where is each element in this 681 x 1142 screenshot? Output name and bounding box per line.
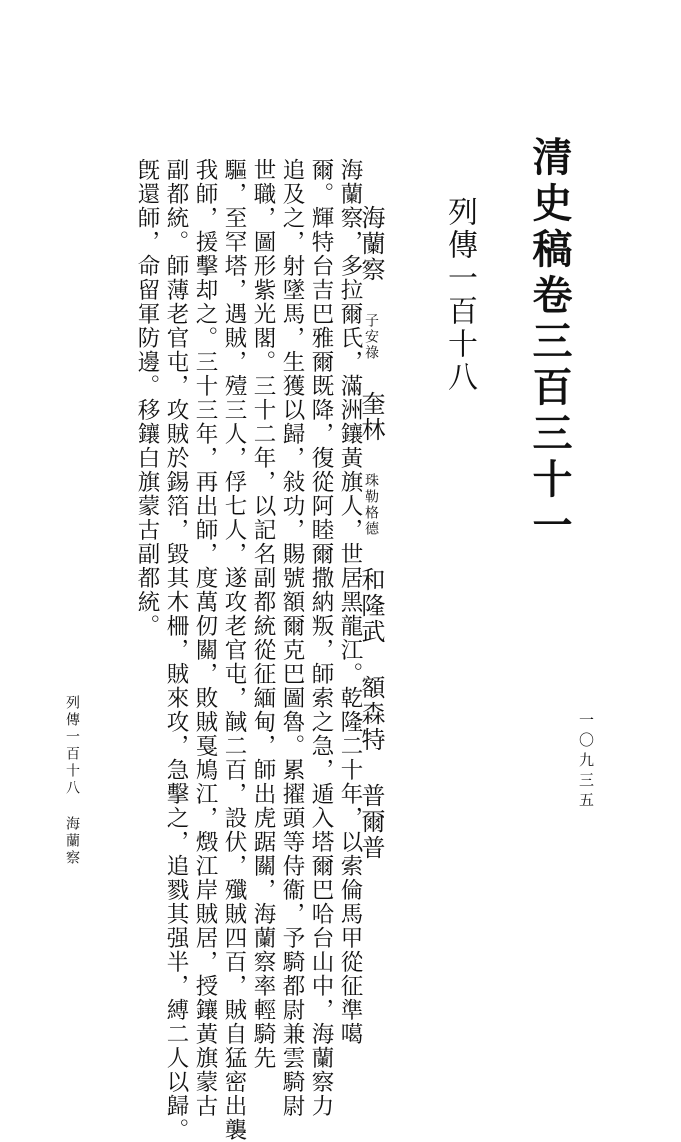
body-column-7: 副都統。師薄老官屯，攻賊於錫箔，毀其木柵，賊來攻，急擊之，追戮其强半，縛二人以歸。 bbox=[163, 158, 189, 1142]
body-column-8: 旣還師，命留軍防邊。移鑲白旗蒙古副都統。 bbox=[134, 158, 160, 638]
running-footer bbox=[65, 695, 101, 867]
name-puerpu: 普爾普 bbox=[357, 783, 385, 861]
body-column-4: 世職，圖形紫光閣。三十二年，以記名副都統從征緬甸，師出虎踞關，海蘭察率輕騎先 bbox=[250, 158, 276, 1070]
body-column-6: 我師，援擊却之。三十三年，再出師，度萬仞關，敗賊戛鳩江，燬江岸賊居，授鑲黃旗蒙古 bbox=[192, 158, 218, 1118]
body-column-2: 爾。輝特台吉巴雅爾既降，復從阿睦爾撒納叛，師索之急，遁入塔爾巴哈台山中，海蘭察力 bbox=[308, 158, 334, 1118]
name-kuilin-sub: 珠勒格德 bbox=[363, 473, 379, 537]
chapter-title: 列傳一百十八 bbox=[442, 196, 477, 394]
page-number: 一〇九三五 bbox=[577, 712, 595, 812]
name-helongwu: 和隆武 bbox=[357, 567, 385, 645]
footer-chapter-label: 列傳一百十八 bbox=[64, 695, 80, 797]
body-column-5: 驅，至罕塔，遇賊，殪三人，俘七人，遂攻老官屯，馘二百，設伏，殲賊四百，賊自猛密出襲 bbox=[221, 158, 247, 1142]
biography-names bbox=[359, 205, 415, 861]
body-column-3: 追及之，射墜馬，生獲以歸，敍功，賜號額爾克巴圖魯。累擢頭等侍衞，予騎都尉兼雲騎尉 bbox=[279, 158, 305, 1118]
body-column-1: 海蘭察，多拉爾氏，滿洲鑲黃旗人，世居黑龍江。乾隆二十年，以索倫馬甲從征準噶 bbox=[337, 158, 363, 1046]
name-hailancha: 海蘭察 bbox=[357, 205, 385, 283]
volume-title: 清史稿卷三百三十一 bbox=[526, 136, 573, 550]
footer-name-label: 海蘭察 bbox=[64, 816, 80, 867]
name-hailancha-sub: 子安祿 bbox=[363, 313, 379, 361]
name-esente: 額森特 bbox=[357, 675, 385, 753]
name-kuilin: 奎林 bbox=[357, 391, 385, 443]
